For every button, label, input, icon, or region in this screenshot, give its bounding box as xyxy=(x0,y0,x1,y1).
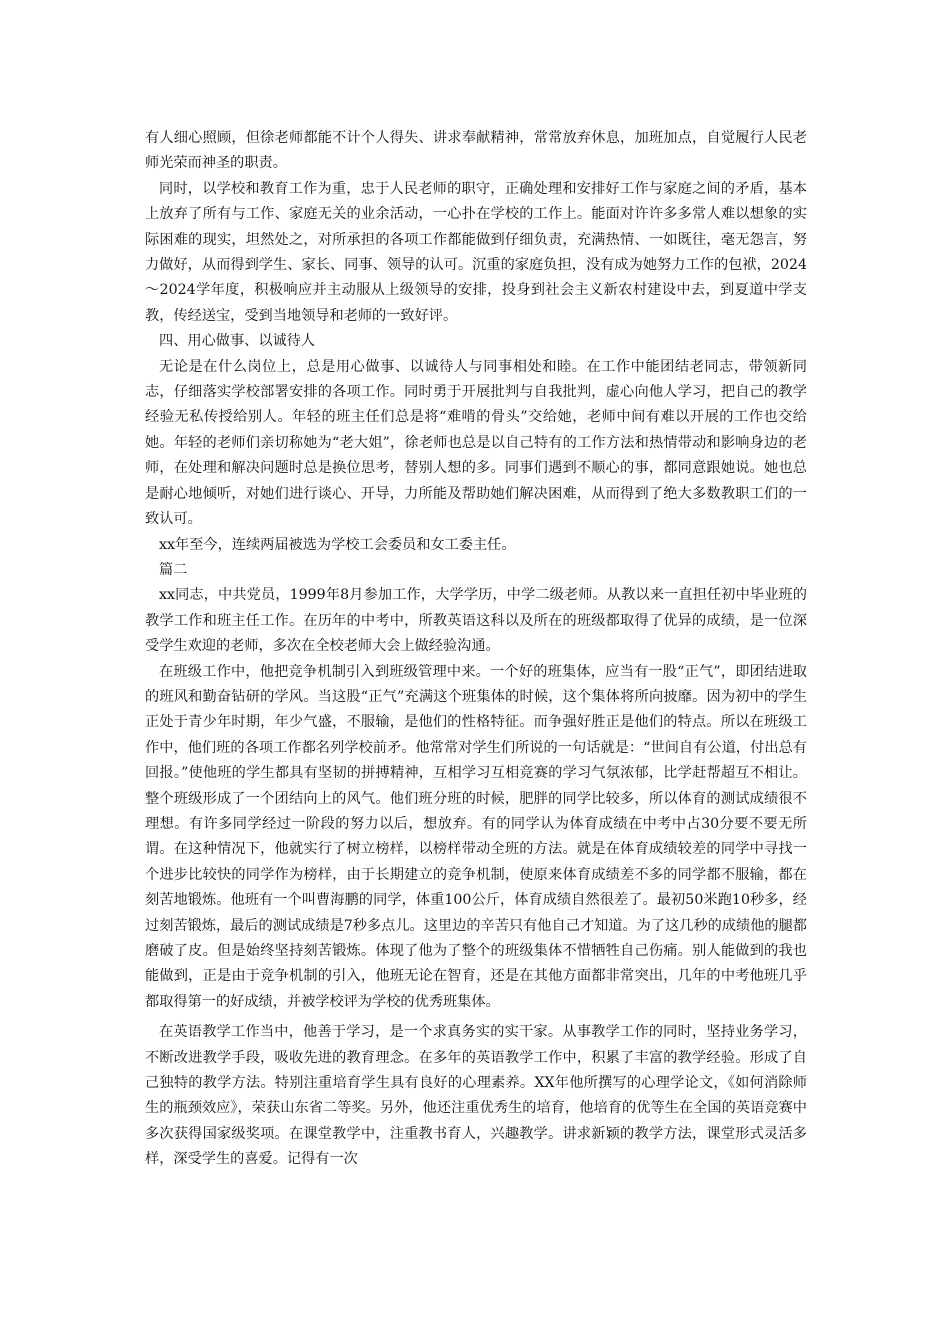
paragraph: 同时，以学校和教育工作为重，忠于人民老师的职守，正确处理和安排好工作与家庭之间的矛盾，基本上放弃了所有与工作、家庭无关的业余活动，一心扑在学校的工作上。能面对许许多多常人难以想象的实际困难的现实，坦然处之，对所承担的各项工作都能做到仔细负责，充满热情、一如既往，毫无怨言，努力做好，从而得到学生、家长、同事、领导的认可。沉重的家庭负担，没有成为她努力工作的包袱，2024～2024学年度，积极响应并主动服从上级领导的安排，投身到社会主义新农村建设中去，到夏道中学支教，传经送宝，受到当地领导和老师的一致好评。 xyxy=(145,180,807,324)
paragraph: xx同志，中共党员，1999年8月参加工作，大学学历，中学二级老师。从教以来一直担任初中毕业班的教学工作和班主任工作。在历年的中考中，所教英语这科以及所在的班级都取得了优异的成绩，是一位深受学生欢迎的老师，多次在全校老师大会上做经验沟通。 xyxy=(145,587,807,655)
section-heading: 篇二 xyxy=(159,561,188,578)
paragraph: 无论是在什么岗位上，总是用心做事、以诚待人与同事相处和睦。在工作中能团结老同志，带领新同志，仔细落实学校部署安排的各项工作。同时勇于开展批判与自我批判，虚心向他人学习，把自己的教学经验无私传授给别人。年轻的班主任们总是将“难啃的骨头”交给她，老师中间有难以开展的工作也交给她。年轻的老师们亲切称她为“老大姐”，徐老师也总是以自己特有的工作方法和热情带动和影响身边的老师，在处理和解决问题时总是换位思考，替别人想的多。同事们遇到不顺心的事，都同意跟她说。她也总是耐心地倾听，对她们进行谈心、开导，力所能及帮助她们解决困难，从而得到了绝大多数教职工们的一致认可。 xyxy=(145,358,807,528)
section-heading: 四、用心做事、以诚待人 xyxy=(159,333,316,350)
paragraph-continued: 有人细心照顾，但徐老师都能不计个人得失、讲求奉献精神，常常放弃休息，加班加点，自觉履行人民老师光荣而神圣的职责。 xyxy=(145,130,807,172)
document-page xyxy=(145,126,807,1173)
paragraph: 在班级工作中，他把竞争机制引入到班级管理中来。一个好的班集体，应当有一股“正气”，即团结进取的班风和勤奋钻研的学风。当这股“正气”充满这个班集体的时候，这个集体将所向披靡。因为初中的学生正处于青少年时期，年少气盛，不服输，是他们的性格特征。而争强好胜正是他们的特点。所以在班级工作中，他们班的各项工作都名列学校前矛。他常常对学生们所说的一句话就是：“世间自有公道，付出总有回报。”使他班的学生都具有坚韧的拼搏精神，互相学习互相竞赛的学习气氛浓郁，比学赶帮超互不相让。整个班级形成了一个团结向上的风气。他们班分班的时候，肥胖的同学比较多，所以体育的测试成绩很不理想。有许多同学经过一阶段的努力以后，想放弃。有的同学认为体育成绩在中考中占30分要不要无所谓。在这种情况下，他就实行了树立榜样，以榜样带动全班的方法。就是在体育成绩较差的同学中寻找一个进步比较快的同学作为榜样，由于长期建立的竞争机制，使原来体育成绩差不多的同学都不服输，都在刻苦地锻炼。他班有一个叫曹海鹏的同学，体重100公斤，体育成绩自然很差了。最初50米跑10秒多，经过刻苦锻炼，最后的测试成绩是7秒多点儿。这里边的辛苦只有他自己才知道。为了这几秒的成绩他的腿都磨破了皮。但是始终坚持刻苦锻炼。体现了他为了整个的班级集体不惜牺牲自己伤痛。别人能做到的我也能做到，正是由于竞争机制的引入，他班无论在智育，还是在其他方面都非常突出，几年的中考他班几乎都取得第一的好成绩，并被学校评为学校的优秀班集体。 xyxy=(145,663,807,1010)
paragraph: 在英语教学工作当中，他善于学习，是一个求真务实的实干家。从事教学工作的同时，坚持业务学习，不断改进教学手段，吸收先进的教育理念。在多年的英语教学工作中，积累了丰富的教学经验。形成了自己独特的教学方法。特别注重培育学生具有良好的心理素养。XX年他所撰写的心理学论文，《如何消除师生的瓶颈效应》，荣获山东省二等奖。另外，他还注重优秀生的培育，他培育的优等生在全国的英语竞赛中多次获得国家级奖项。在课堂教学中，注重教书育人，兴趣教学。讲求新颖的教学方法，课堂形式灵活多样，深受学生的喜爱。记得有一次 xyxy=(145,1024,807,1168)
paragraph: xx年至今，连续两届被选为学校工会委员和女工委主任。 xyxy=(159,536,516,553)
